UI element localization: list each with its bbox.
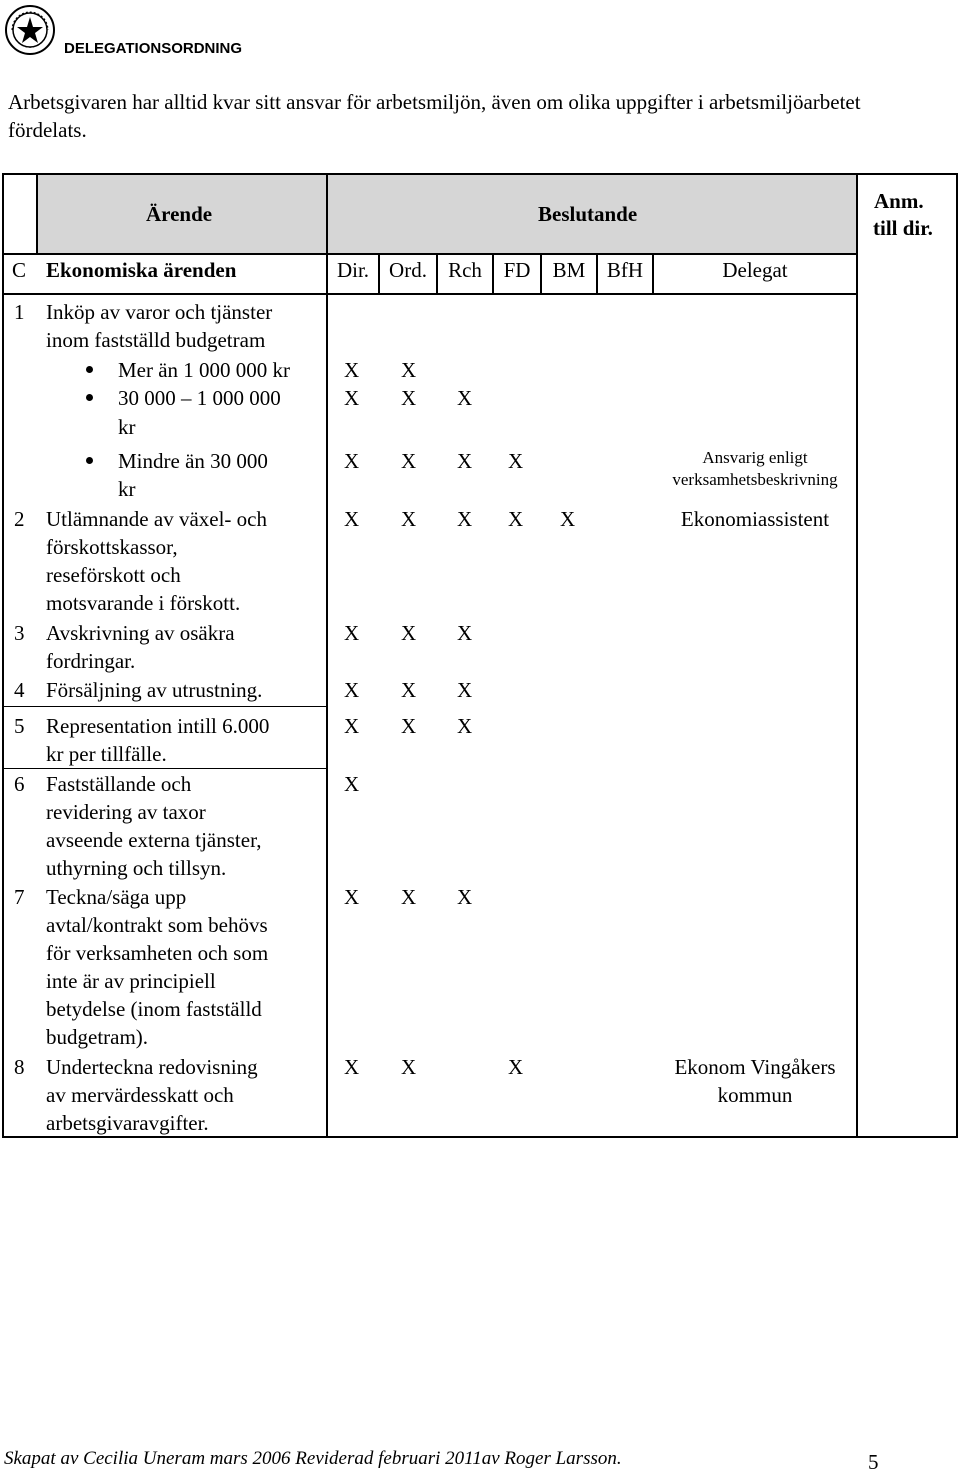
row-1c-delegat-line-1: Ansvarig enligt — [702, 448, 808, 467]
bullet-icon — [86, 394, 93, 401]
row-7-mark-rch: X — [457, 885, 473, 909]
row-6-number: 6 — [14, 772, 25, 796]
section-letter: C — [12, 258, 27, 282]
row-2-number: 2 — [14, 507, 25, 531]
delegat-column-divider — [856, 173, 858, 1138]
row-6-mark-dir: X — [344, 772, 360, 796]
row-2-text-line-4: motsvarande i förskott. — [46, 591, 241, 615]
row-1a-mark-dir: X — [344, 358, 360, 382]
row-8-delegat-line-1: Ekonom Vingåkers — [674, 1055, 836, 1079]
row-3-number: 3 — [14, 621, 25, 645]
col-header-dir: Dir. — [336, 258, 370, 282]
row-1c-mark-ord: X — [401, 449, 417, 473]
col-header-rch: Rch — [448, 258, 482, 282]
row-7-text-line-4: inte är av principiell — [46, 969, 216, 993]
row-1c-delegat-line-2: verksamhetsbeskrivning — [672, 470, 838, 489]
row-5-mark-ord: X — [401, 714, 417, 738]
row-3-mark-ord: X — [401, 621, 417, 645]
row-2-mark-ord: X — [401, 507, 417, 531]
col-header-ord: Ord. — [389, 258, 427, 282]
row-7-text-line-2: avtal/kontrakt som behövs — [46, 913, 268, 937]
row-1b-mark-rch: X — [457, 386, 473, 410]
row-5-text-line-1: Representation intill 6.000 — [46, 714, 270, 738]
intro-paragraph: Arbetsgivaren har alltid kvar sitt ansvar för arbetsmiljön, även om olika uppgifter i arbetsmiljöarbetet fördelats. — [8, 90, 861, 142]
row-2-text-line-3: reseförskott och — [46, 563, 181, 587]
col-header-fd: FD — [503, 258, 531, 282]
row-7-text-line-6: budgetram). — [46, 1025, 149, 1049]
bullet-icon — [86, 366, 93, 373]
row-4-number: 4 — [14, 678, 25, 702]
row-2-text-line-2: förskottskassor, — [46, 535, 178, 559]
number-column-divider — [36, 173, 38, 254]
row-1-number: 1 — [14, 300, 25, 324]
row-8-text-line-2: av mervärdesskatt och — [46, 1083, 234, 1107]
row-7-mark-dir: X — [344, 885, 360, 909]
row-6-text-line-2: revidering av taxor — [46, 800, 206, 824]
row-4-mark-rch: X — [457, 678, 473, 702]
anm-header-line-1: Anm. — [874, 189, 924, 213]
col-header-bfh: BfH — [606, 258, 644, 282]
row-2-mark-rch: X — [457, 507, 473, 531]
footer-text: Skapat av Cecilia Uneram mars 2006 Reviderad februari 2011av Roger Larsson. — [4, 1448, 622, 1469]
row-5-mark-rch: X — [457, 714, 473, 738]
row-1a-mark-ord: X — [401, 358, 417, 382]
row-1b-mark-dir: X — [344, 386, 360, 410]
row-1b-text-line-2: kr — [118, 415, 136, 439]
row-7-text-line-5: betydelse (inom fastställd — [46, 997, 262, 1021]
bullet-icon — [86, 457, 93, 464]
municipality-seal-logo — [4, 4, 56, 56]
row-3-mark-dir: X — [344, 621, 360, 645]
row-8-mark-fd: X — [508, 1055, 524, 1079]
section-title: Ekonomiska ärenden — [46, 258, 237, 282]
header-divider-line — [2, 253, 858, 255]
row-3-text-line-2: fordringar. — [46, 649, 136, 673]
page-number: 5 — [868, 1450, 879, 1474]
row-8-mark-dir: X — [344, 1055, 360, 1079]
row-1c-mark-dir: X — [344, 449, 360, 473]
row-2-mark-bm: X — [560, 507, 576, 531]
row-8-text-line-3: arbetsgivaravgifter. — [46, 1111, 209, 1135]
table-top-border — [2, 173, 958, 175]
row-1b-mark-ord: X — [401, 386, 417, 410]
row-5-mark-dir: X — [344, 714, 360, 738]
row-4-text-line-1: Försäljning av utrustning. — [46, 678, 263, 702]
row-2-mark-fd: X — [508, 507, 524, 531]
col-header-bm: BM — [552, 258, 586, 282]
row-8-text-line-1: Underteckna redovisning — [46, 1055, 258, 1079]
row-6-text-line-3: avseende externa tjänster, — [46, 828, 262, 852]
row-8-delegat-line-2: kommun — [717, 1083, 793, 1107]
row-7-number: 7 — [14, 885, 25, 909]
anm-header-line-2: till dir. — [873, 216, 933, 240]
row-1c-mark-fd: X — [508, 449, 524, 473]
row-1b-text-line-1: 30 000 – 1 000 000 — [118, 386, 281, 410]
col-header-delegat: Delegat — [722, 258, 788, 282]
row-1a-text: Mer än 1 000 000 kr — [118, 358, 291, 382]
row-6-text-line-4: uthyrning och tillsyn. — [46, 856, 227, 880]
row-7-mark-ord: X — [401, 885, 417, 909]
section-divider-line — [2, 293, 858, 295]
table-right-border — [956, 173, 958, 1138]
row-7-text-line-1: Teckna/säga upp — [46, 885, 187, 909]
row-8-mark-ord: X — [401, 1055, 417, 1079]
row-3-mark-rch: X — [457, 621, 473, 645]
row-1c-text-line-2: kr — [118, 477, 136, 501]
row-2-text-line-1: Utlämnande av växel- och — [46, 507, 267, 531]
row-1c-text-line-1: Mindre än 30 000 — [118, 449, 268, 473]
arende-header: Ärende — [146, 202, 213, 226]
row-3-text-line-1: Avskrivning av osäkra — [46, 621, 235, 645]
table-left-border — [2, 173, 4, 1138]
row-6-text-line-1: Fastställande och — [46, 772, 192, 796]
row-2-delegat: Ekonomiassistent — [680, 507, 830, 531]
row-5-bottom-line — [2, 768, 328, 769]
row-4-mark-ord: X — [401, 678, 417, 702]
row-4-mark-dir: X — [344, 678, 360, 702]
row-8-number: 8 — [14, 1055, 25, 1079]
row-1-text-line-2: inom fastställd budgetram — [46, 328, 266, 352]
document-title: DELEGATIONSORDNING — [64, 40, 243, 57]
beslutande-header: Beslutande — [538, 202, 638, 226]
arende-column-divider — [326, 173, 328, 1138]
row-4-bottom-line — [2, 706, 328, 707]
row-1-text-line-1: Inköp av varor och tjänster — [46, 300, 273, 324]
row-5-number: 5 — [14, 714, 25, 738]
row-5-text-line-2: kr per tillfälle. — [46, 742, 167, 766]
row-1c-mark-rch: X — [457, 449, 473, 473]
row-7-text-line-3: för verksamheten och som — [46, 941, 269, 965]
row-2-mark-dir: X — [344, 507, 360, 531]
